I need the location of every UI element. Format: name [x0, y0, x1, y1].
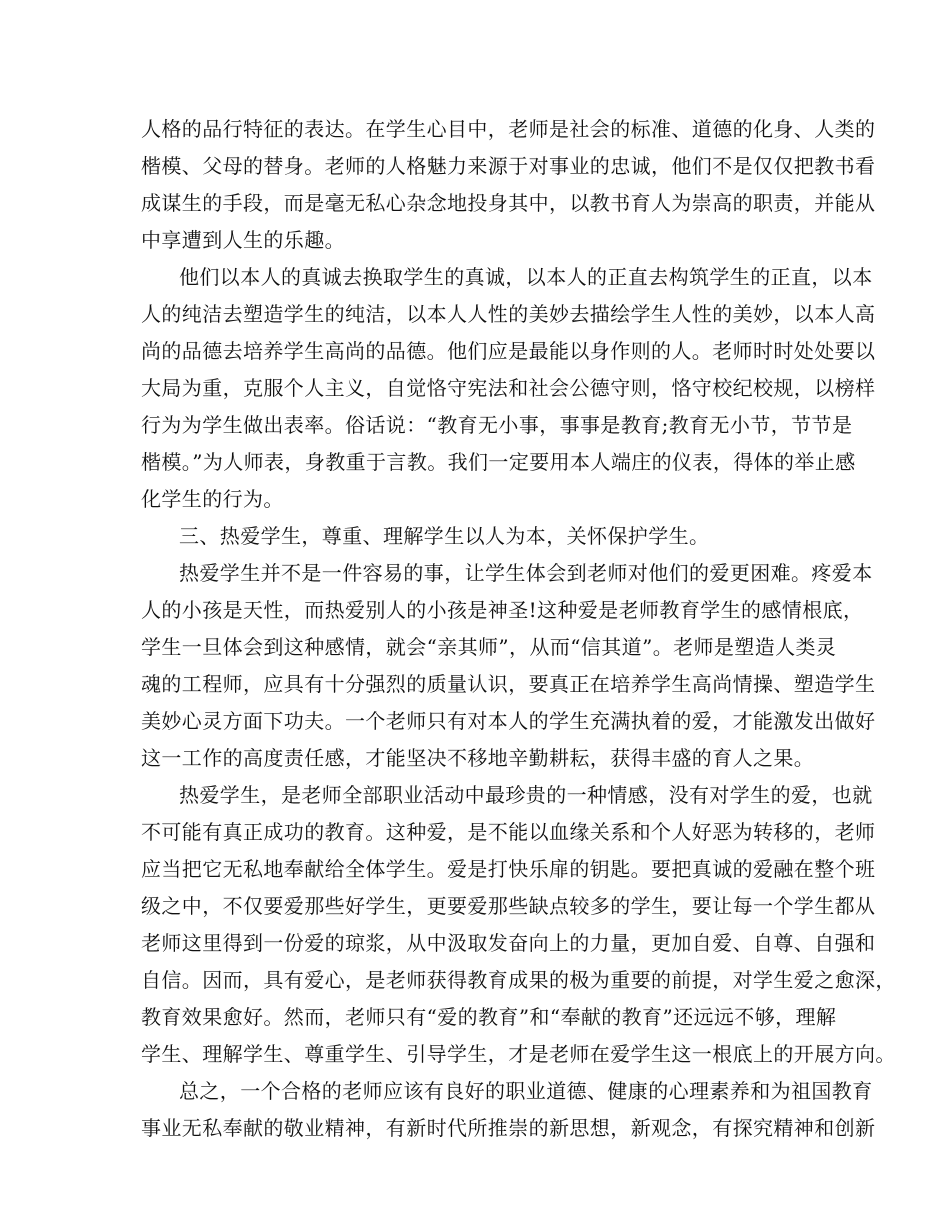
text-line: 热爱学生并不是一件容易的事，让学生体会到老师对他们的爱更困难。疼爱本	[179, 561, 873, 585]
text-line: 这一工作的高度责任感，才能坚决不移地辛勤耕耘，获得丰盛的育人之果。	[141, 746, 815, 770]
paragraph	[141, 259, 876, 518]
text-line: 事业无私奉献的敬业精神，有新时代所推崇的新思想，新观念，有探究精神和创新	[141, 1116, 876, 1140]
text-line: 化学生的行为。	[141, 487, 284, 511]
text-line: 魂的工程师，应具有十分强烈的质量认识，要真正在培养学生高尚情操、塑造学生	[141, 672, 876, 696]
paragraph	[141, 555, 876, 777]
text-line: 三、热爱学生，尊重、理解学生以人为本，关怀保护学生。	[179, 524, 710, 548]
text-line: 老师这里得到一份爱的琼浆，从中汲取发奋向上的力量，更加自爱、自尊、自强和	[141, 931, 876, 955]
text-line: 楷模、父母的替身。老师的人格魅力来源于对事业的忠诚，他们不是仅仅把教书看	[141, 154, 876, 178]
document-body	[141, 111, 896, 1147]
text-line: 楷模。”为人师表，身教重于言教。我们一定要用本人端庄的仪表，得体的举止感	[141, 450, 856, 474]
text-line: 总之，一个合格的老师应该有良好的职业道德、健康的心理素养和为祖国教育	[179, 1079, 873, 1103]
text-line: 他们以本人的真诚去换取学生的真诚，以本人的正直去构筑学生的正直，以本	[179, 265, 873, 289]
text-line: 教育效果愈好。然而，老师只有“爱的教育”和“奉献的教育”还远远不够，理解	[141, 1005, 837, 1029]
text-line: 学生、理解学生、尊重学生、引导学生，才是老师在爱学生这一根底上的开展方向。	[141, 1042, 896, 1066]
paragraph	[141, 111, 876, 259]
text-line: 成谋生的手段，而是毫无私心杂念地投身其中，以教书育人为崇高的职责，并能从	[141, 191, 876, 215]
text-line: 不可能有真正成功的教育。这种爱，是不能以血缘关系和个人好恶为转移的，老师	[141, 820, 876, 844]
text-line: 行为为学生做出表率。俗话说：“教育无小事，事事是教育;教育无小节，节节是	[141, 413, 853, 437]
section-heading	[141, 518, 813, 555]
paragraph	[141, 777, 896, 1073]
text-line: 中享遭到人生的乐趣。	[141, 228, 345, 252]
text-line: 尚的品德去培养学生高尚的品德。他们应是最能以身作则的人。老师时时处处要以	[141, 339, 876, 363]
text-line: 学生一旦体会到这种感情，就会“亲其师”，从而“信其道”。老师是塑造人类灵	[141, 635, 837, 659]
text-line: 应当把它无私地奉献给全体学生。爱是打快乐扉的钥匙。要把真诚的爱融在整个班	[141, 857, 876, 881]
text-line: 级之中，不仅要爱那些好学生，更要爱那些缺点较多的学生，要让每一个学生都从	[141, 894, 876, 918]
paragraph	[141, 1073, 876, 1147]
text-line: 热爱学生，是老师全部职业活动中最珍贵的一种情感，没有对学生的爱，也就	[179, 783, 873, 807]
text-line: 大局为重，克服个人主义，自觉恪守宪法和社会公德守则，恪守校纪校规，以榜样	[141, 376, 876, 400]
text-line: 人的小孩是天性，而热爱别人的小孩是神圣!这种爱是老师教育学生的感情根底，	[141, 598, 864, 622]
text-line: 自信。因而，具有爱心，是老师获得教育成果的极为重要的前提，对学生爱之愈深，	[141, 968, 896, 992]
text-line: 人的纯洁去塑造学生的纯洁，以本人人性的美妙去描绘学生人性的美妙，以本人高	[141, 302, 876, 326]
text-line: 美妙心灵方面下功夫。一个老师只有对本人的学生充满执着的爱，才能激发出做好	[141, 709, 876, 733]
text-line: 人格的品行特征的表达。在学生心目中，老师是社会的标准、道德的化身、人类的	[141, 117, 876, 141]
